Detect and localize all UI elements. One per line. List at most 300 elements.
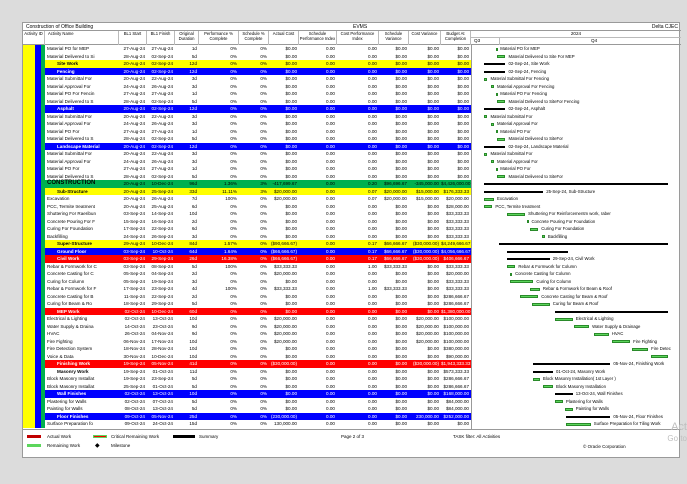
cell-dur: 3d [191,83,197,89]
cell-ac: $0.00 [285,211,297,216]
task-bar[interactable] [510,280,533,283]
cell-cpi: 0.00 [368,233,377,239]
cell-cv: $0.00 [427,211,439,216]
cell-dur: 5d [191,53,197,59]
col-bl1-finish[interactable]: BL1 Finish [147,31,175,45]
wbs-row[interactable] [23,308,471,316]
task-bar[interactable] [566,423,591,426]
cell-sv: $0.00 [395,173,407,179]
cell-finish: 29-Sep-24 [151,256,173,261]
cell-sv: $0.00 [395,271,407,276]
task-bar[interactable] [527,220,529,223]
task-bar[interactable] [612,340,630,343]
task-bar[interactable] [507,265,515,268]
cell-dur: 3d [191,151,197,156]
cell-ac: $0.00 [285,76,297,81]
cell-cv: $0.00 [427,233,439,239]
table-row[interactable] [23,315,471,323]
col-bl1-start[interactable]: BL1 Start [119,31,147,45]
cell-sv: $0.00 [395,398,407,404]
cell-finish: 13-Oct-24 [152,391,173,396]
wbs-row[interactable] [23,180,471,188]
task-bar[interactable] [484,198,494,201]
task-bar[interactable] [496,168,498,171]
cell-ac: $0.00 [285,113,297,119]
cell-dur: 84d [189,241,197,246]
cell-ac: $0.00 [285,83,297,89]
bar-label: Excavation [497,196,519,201]
cell-sched: 0% [260,83,267,89]
timeline-q3: Q3 [474,38,481,43]
cell-finish: 13-Oct-24 [152,406,173,411]
cell-sv: $0.00 [395,61,407,66]
cell-cpi: 0.00 [368,413,377,419]
task-bar[interactable] [530,228,538,231]
cell-cpi: 0.00 [368,61,377,66]
col-original-duration[interactable]: Original Duration [175,31,199,45]
cell-finish: 27-Aug-24 [151,166,173,171]
summary-bar[interactable] [533,363,610,365]
legend-remaining-swatch [27,444,41,447]
cell-cv: $0.00 [427,383,439,389]
table-row[interactable] [23,165,471,173]
task-bar[interactable] [484,115,487,118]
cell-cpi: 0.00 [368,76,377,81]
cell-cv: $0.00 [427,421,439,426]
table-row[interactable] [23,263,471,271]
cell-start: 20-Aug-24 [123,143,145,149]
filter-text: TASK filter: All Activities [453,434,501,439]
summary-bar[interactable] [484,108,505,110]
cell-pct: 0% [230,68,237,74]
cell-bac: $286,666.67 [443,383,469,389]
cell-pct: 0% [230,308,237,314]
cell-dur: 6d [191,203,197,209]
cell-name: Site Work [57,61,79,66]
table-row[interactable] [23,278,471,286]
cell-finish: 04-Nov-24 [151,331,173,336]
col-actual-cost[interactable]: Actual Cost [269,31,299,45]
cell-spi: 0.00 [326,226,335,231]
cell-start: 08-Oct-24 [124,406,145,411]
wbs-row[interactable] [23,105,471,113]
gantt-chart [471,45,681,429]
milestone-icon: ◆ [95,443,100,449]
summary-bar[interactable] [555,393,573,395]
cell-sched: 0% [260,406,267,411]
cell-name: Fencing [57,68,75,74]
table-row[interactable] [23,330,471,338]
cell-cpi: 0.00 [368,346,377,351]
cell-name: Fire Detection System [47,346,93,351]
bar-label: Material Delivered to Site For MEP [508,53,575,59]
summary-bar[interactable] [484,71,505,73]
cell-finish: 23-Sep-24 [151,286,173,291]
wbs-row[interactable] [23,68,471,76]
cell-sched: 0% [260,368,267,374]
summary-bar[interactable] [507,258,550,260]
table-row[interactable] [23,233,471,241]
cell-finish: 22-Aug-24 [151,76,173,81]
cell-sv: $0.00 [395,143,407,149]
cell-name: Material Approval For [47,83,91,89]
cell-start: 02-Oct-24 [124,391,145,396]
task-bar[interactable] [532,303,550,306]
cell-ac: -417,699.67 [272,181,297,186]
cell-bac: $100,000.00 [443,331,469,336]
task-bar[interactable] [491,123,494,126]
cell-cv: $0.00 [427,68,439,74]
cell-pct: 0% [230,158,237,164]
cell-cv: $0.00 [427,106,439,111]
cell-bac: $90,000.00 [446,353,469,359]
wbs-row[interactable] [23,368,471,376]
task-bar[interactable] [510,273,512,276]
table-row[interactable] [23,173,471,181]
cell-spi: 0.00 [326,376,335,381]
task-bar[interactable] [520,295,538,298]
task-bar[interactable] [484,78,487,81]
cell-spi: 0.00 [326,188,335,194]
cell-cpi: 0.00 [368,361,377,366]
cell-bac: $0.00 [457,143,469,149]
col-spi[interactable]: Schedule Performance Index [299,31,337,45]
cell-cpi: 1.00 [368,263,377,269]
cell-finish: 25-Aug-24 [151,203,173,209]
table-row[interactable] [23,405,471,413]
cell-finish: 27-Aug-24 [151,128,173,134]
table-row[interactable] [23,353,471,361]
col-activity-name[interactable]: Activity Name [45,31,119,45]
cell-dur: 10d [189,391,197,396]
cell-sched: 0% [260,308,267,314]
cell-name: Civil Work [57,256,80,261]
bar-label: 05-Nov-24, Floor Finishes [613,413,663,419]
cell-bac: $286,666.67 [443,293,469,299]
table-row[interactable] [23,225,471,233]
table-row[interactable] [23,300,471,308]
col-bac[interactable]: Budget At Completion [441,31,471,45]
cell-bac: $573,333.33 [443,368,469,374]
summary-bar[interactable] [566,416,610,418]
cell-spi: 0.00 [326,331,335,336]
cell-dur: 15d [189,421,197,426]
wbs-row[interactable] [23,390,471,398]
cell-spi: 0.00 [326,308,335,314]
cell-sv: $0.00 [395,301,407,306]
cell-finish: 10-Dec-24 [151,353,173,359]
cell-sv: $20,000.00 [384,188,407,194]
cell-spi: 0.00 [326,151,335,156]
task-bar[interactable] [533,378,540,381]
cell-spi: 0.00 [326,128,335,134]
cell-finish: 02-Sep-24 [151,68,173,74]
cell-ac: $0.00 [285,293,297,299]
task-bar[interactable] [507,213,525,216]
cell-start: 20-Aug-24 [123,196,145,201]
cell-cpi: 0.07 [368,196,377,201]
task-bar[interactable] [497,55,505,58]
col-performance-pct[interactable]: Performance % Complete [199,31,239,45]
bar-label: Concrete Casting for Column [515,271,571,276]
cell-ac: $0.00 [285,233,297,239]
cell-start: 03-Sep-24 [123,248,145,254]
cell-cpi: 0.00 [368,68,377,74]
cell-sched: 0% [260,241,267,246]
task-bar[interactable] [484,153,487,156]
bar-label: Material Delivered to SiteFor Fencing [508,98,580,104]
task-bar[interactable] [565,408,573,411]
cell-start: 28-Aug-24 [123,53,145,59]
cell-finish: 05-Nov-24 [151,413,173,419]
table-row[interactable] [23,135,471,143]
summary-bar[interactable] [555,311,668,313]
table-row[interactable] [23,75,471,83]
table-row[interactable] [23,218,471,226]
cell-sv: $0.00 [395,128,407,134]
cell-pct: 0% [230,218,237,224]
cell-sched: 0% [260,211,267,216]
cell-sv: $0.00 [395,76,407,81]
table-row[interactable] [23,270,471,278]
cell-spi: 0.00 [326,301,335,306]
cell-name: Block Masonry Installat [47,376,95,381]
cell-bac: $33,333.33 [446,286,469,291]
table-row[interactable] [23,195,471,203]
task-bar[interactable] [651,355,667,358]
cell-bac: $286,666.67 [443,301,469,306]
cell-ac: $0.00 [285,128,297,134]
cell-cv: $0.00 [427,113,439,119]
cell-dur: 33d [189,188,197,194]
summary-bar[interactable] [484,183,668,185]
bar-label: Rebar & Formwork for Column [518,263,577,269]
cell-spi: 0.00 [326,271,335,276]
table-row[interactable] [23,323,471,331]
table-row[interactable] [23,338,471,346]
task-bar[interactable] [543,385,553,388]
table-row[interactable] [23,98,471,106]
cell-ac: $20,000.00 [274,331,297,336]
cell-cpi: 0.17 [368,248,377,254]
cell-dur: 5d [191,383,197,389]
col-activity-id[interactable]: Activity ID [23,31,45,45]
summary-bar[interactable] [484,191,543,193]
cell-ac: $0.00 [285,151,297,156]
cell-start: 06-Nov-24 [123,338,145,344]
cell-bac: $0.00 [457,53,469,59]
cell-ac: $20,000.00 [274,188,297,194]
task-bar[interactable] [594,333,609,336]
table-row[interactable] [23,293,471,301]
summary-bar[interactable] [533,371,553,373]
cell-sched: 3% [260,188,267,194]
col-cpi[interactable]: Cost Performance Index [337,31,379,45]
summary-bar[interactable] [484,63,505,65]
task-bar[interactable] [497,175,505,178]
cell-spi: 0.00 [326,218,335,224]
wbs-row[interactable] [23,60,471,68]
task-bar[interactable] [491,85,494,88]
wbs-row[interactable] [23,188,471,196]
wbs-row[interactable] [23,240,471,248]
task-bar[interactable] [555,400,563,403]
cell-cpi: 0.00 [368,91,377,96]
table-row[interactable] [23,90,471,98]
wbs-row[interactable] [23,255,471,263]
table-row[interactable] [23,210,471,218]
task-bar[interactable] [496,93,498,96]
cell-cpi: 0.00 [368,203,377,209]
cell-pct: 0% [230,398,237,404]
summary-bar[interactable] [499,243,668,245]
wbs-row[interactable] [23,248,471,256]
cell-cv: $0.00 [427,353,439,359]
table-row[interactable] [23,45,471,53]
cell-dur: 5d [191,98,197,104]
cell-ac: $0.00 [285,106,297,111]
cell-pct: 0% [230,346,237,351]
cell-sched: 0% [260,173,267,179]
cell-ac: (230,000.00) [270,413,297,419]
task-bar[interactable] [542,235,545,238]
table-row[interactable] [23,345,471,353]
task-bar[interactable] [484,205,492,208]
cell-cpi: 0.00 [368,271,377,276]
task-bar[interactable] [530,288,540,291]
cell-finish: 02-Sep-24 [151,106,173,111]
cell-dur: 10d [189,316,197,321]
cell-dur: 5d [191,398,197,404]
cell-start: 05-Sep-24 [123,278,145,284]
cell-spi: 0.00 [326,413,335,419]
cell-cv: $0.00 [427,121,439,126]
cell-cv: -345,000.00 [414,181,439,186]
table-row[interactable] [23,285,471,293]
cell-spi: 0.00 [326,113,335,119]
cell-name: Material Approval For [47,158,91,164]
table-row[interactable] [23,150,471,158]
table-row[interactable] [23,203,471,211]
cell-finish: 22-Aug-24 [151,113,173,119]
cell-spi: 0.00 [326,196,335,201]
col-schedule-pct[interactable]: Schedule % Complete [239,31,269,45]
task-bar[interactable] [496,130,498,133]
cell-start: 14-Oct-24 [124,323,145,329]
cell-sched: 0% [260,263,267,269]
cell-bac: $28,000.00 [446,203,469,209]
cell-spi: 0.00 [326,353,335,359]
task-bar[interactable] [555,318,573,321]
report-sheet [22,22,687,458]
cell-name: Plastering for Walls [47,398,87,404]
cell-sv: $33,333.33 [384,263,407,269]
task-bar[interactable] [574,325,589,328]
cell-spi: 0.00 [326,121,335,126]
wbs-row[interactable] [23,360,471,368]
col-cost-variance[interactable]: Cost Variance [409,31,441,45]
cell-start: 24-Aug-24 [123,121,145,126]
cell-pct: 0% [230,83,237,89]
cell-sv: $0.00 [395,226,407,231]
cell-start: 03-Sep-24 [123,263,145,269]
table-row[interactable] [23,83,471,91]
task-bar[interactable] [496,48,498,51]
summary-bar[interactable] [507,251,568,253]
cell-spi: 0.00 [326,83,335,89]
cell-ac: $0.00 [285,353,297,359]
cell-spi: 0.00 [326,98,335,104]
cell-name: Curing for Column [47,278,85,284]
col-schedule-variance[interactable]: Schedule Variance [379,31,409,45]
table-row[interactable] [23,113,471,121]
cell-name: Ground Floor [57,248,87,254]
cell-ac: ($90,666.67) [270,241,297,246]
cell-start: 20-Aug-24 [123,106,145,111]
cell-finish: 10-Dec-24 [151,308,173,314]
wbs-row[interactable] [23,143,471,151]
cell-finish: 22-Sep-24 [151,226,173,231]
table-row[interactable] [23,398,471,406]
cell-pct: 0% [230,316,237,321]
cell-spi: 0.00 [326,241,335,246]
cell-bac: $1,943,333.33 [441,361,471,366]
task-bar[interactable] [632,348,648,351]
cell-bac: $406,666.67 [443,256,469,261]
cell-ac: $0.00 [285,121,297,126]
cell-dur: 96d [189,181,197,186]
cell-name: Material Delivered to S [47,136,94,141]
cell-dur: 5d [191,173,197,179]
cell-cv: $20,000.00 [416,338,439,344]
legend-remaining-label: Remaining Work [47,443,81,448]
table-row[interactable] [23,53,471,61]
cell-sv: $0.00 [395,158,407,164]
cell-finish: 22-Sep-24 [151,293,173,299]
task-bar[interactable] [491,160,494,163]
cell-spi: 0.00 [326,361,335,366]
cell-ac: $0.00 [285,406,297,411]
cell-cv: ($30,000.00) [412,248,439,254]
table-row[interactable] [23,375,471,383]
cell-finish: 02-Sep-24 [151,136,173,141]
cell-sched: 0% [260,218,267,224]
cell-pct: 0% [230,113,237,119]
cell-bac: $168,000.00 [443,391,469,396]
table-row[interactable] [23,120,471,128]
table-row[interactable] [23,383,471,391]
cell-spi: 0.00 [326,263,335,269]
cell-dur: 12d [189,61,197,66]
task-bar[interactable] [497,138,505,141]
wbs-row[interactable] [23,413,471,421]
cell-finish: 02-Sep-24 [151,53,173,59]
table-row[interactable] [23,420,471,428]
task-bar[interactable] [497,100,505,103]
cell-start: 25-Sep-24 [123,383,145,389]
legend-summary-label: Summary [199,434,219,439]
bar-label: Block Masonry Installation( 1st Layer ) [542,376,616,381]
cell-sched: 0% [260,398,267,404]
cell-sv: $0.00 [395,316,407,321]
cell-sched: 0% [260,196,267,201]
summary-bar[interactable] [484,146,505,148]
table-row[interactable] [23,158,471,166]
cell-ac: $20,000.00 [274,323,297,329]
cell-start: 26-Oct-24 [124,331,145,336]
table-row[interactable] [23,128,471,136]
cell-name: Curing for Beam & Ro [47,301,92,306]
